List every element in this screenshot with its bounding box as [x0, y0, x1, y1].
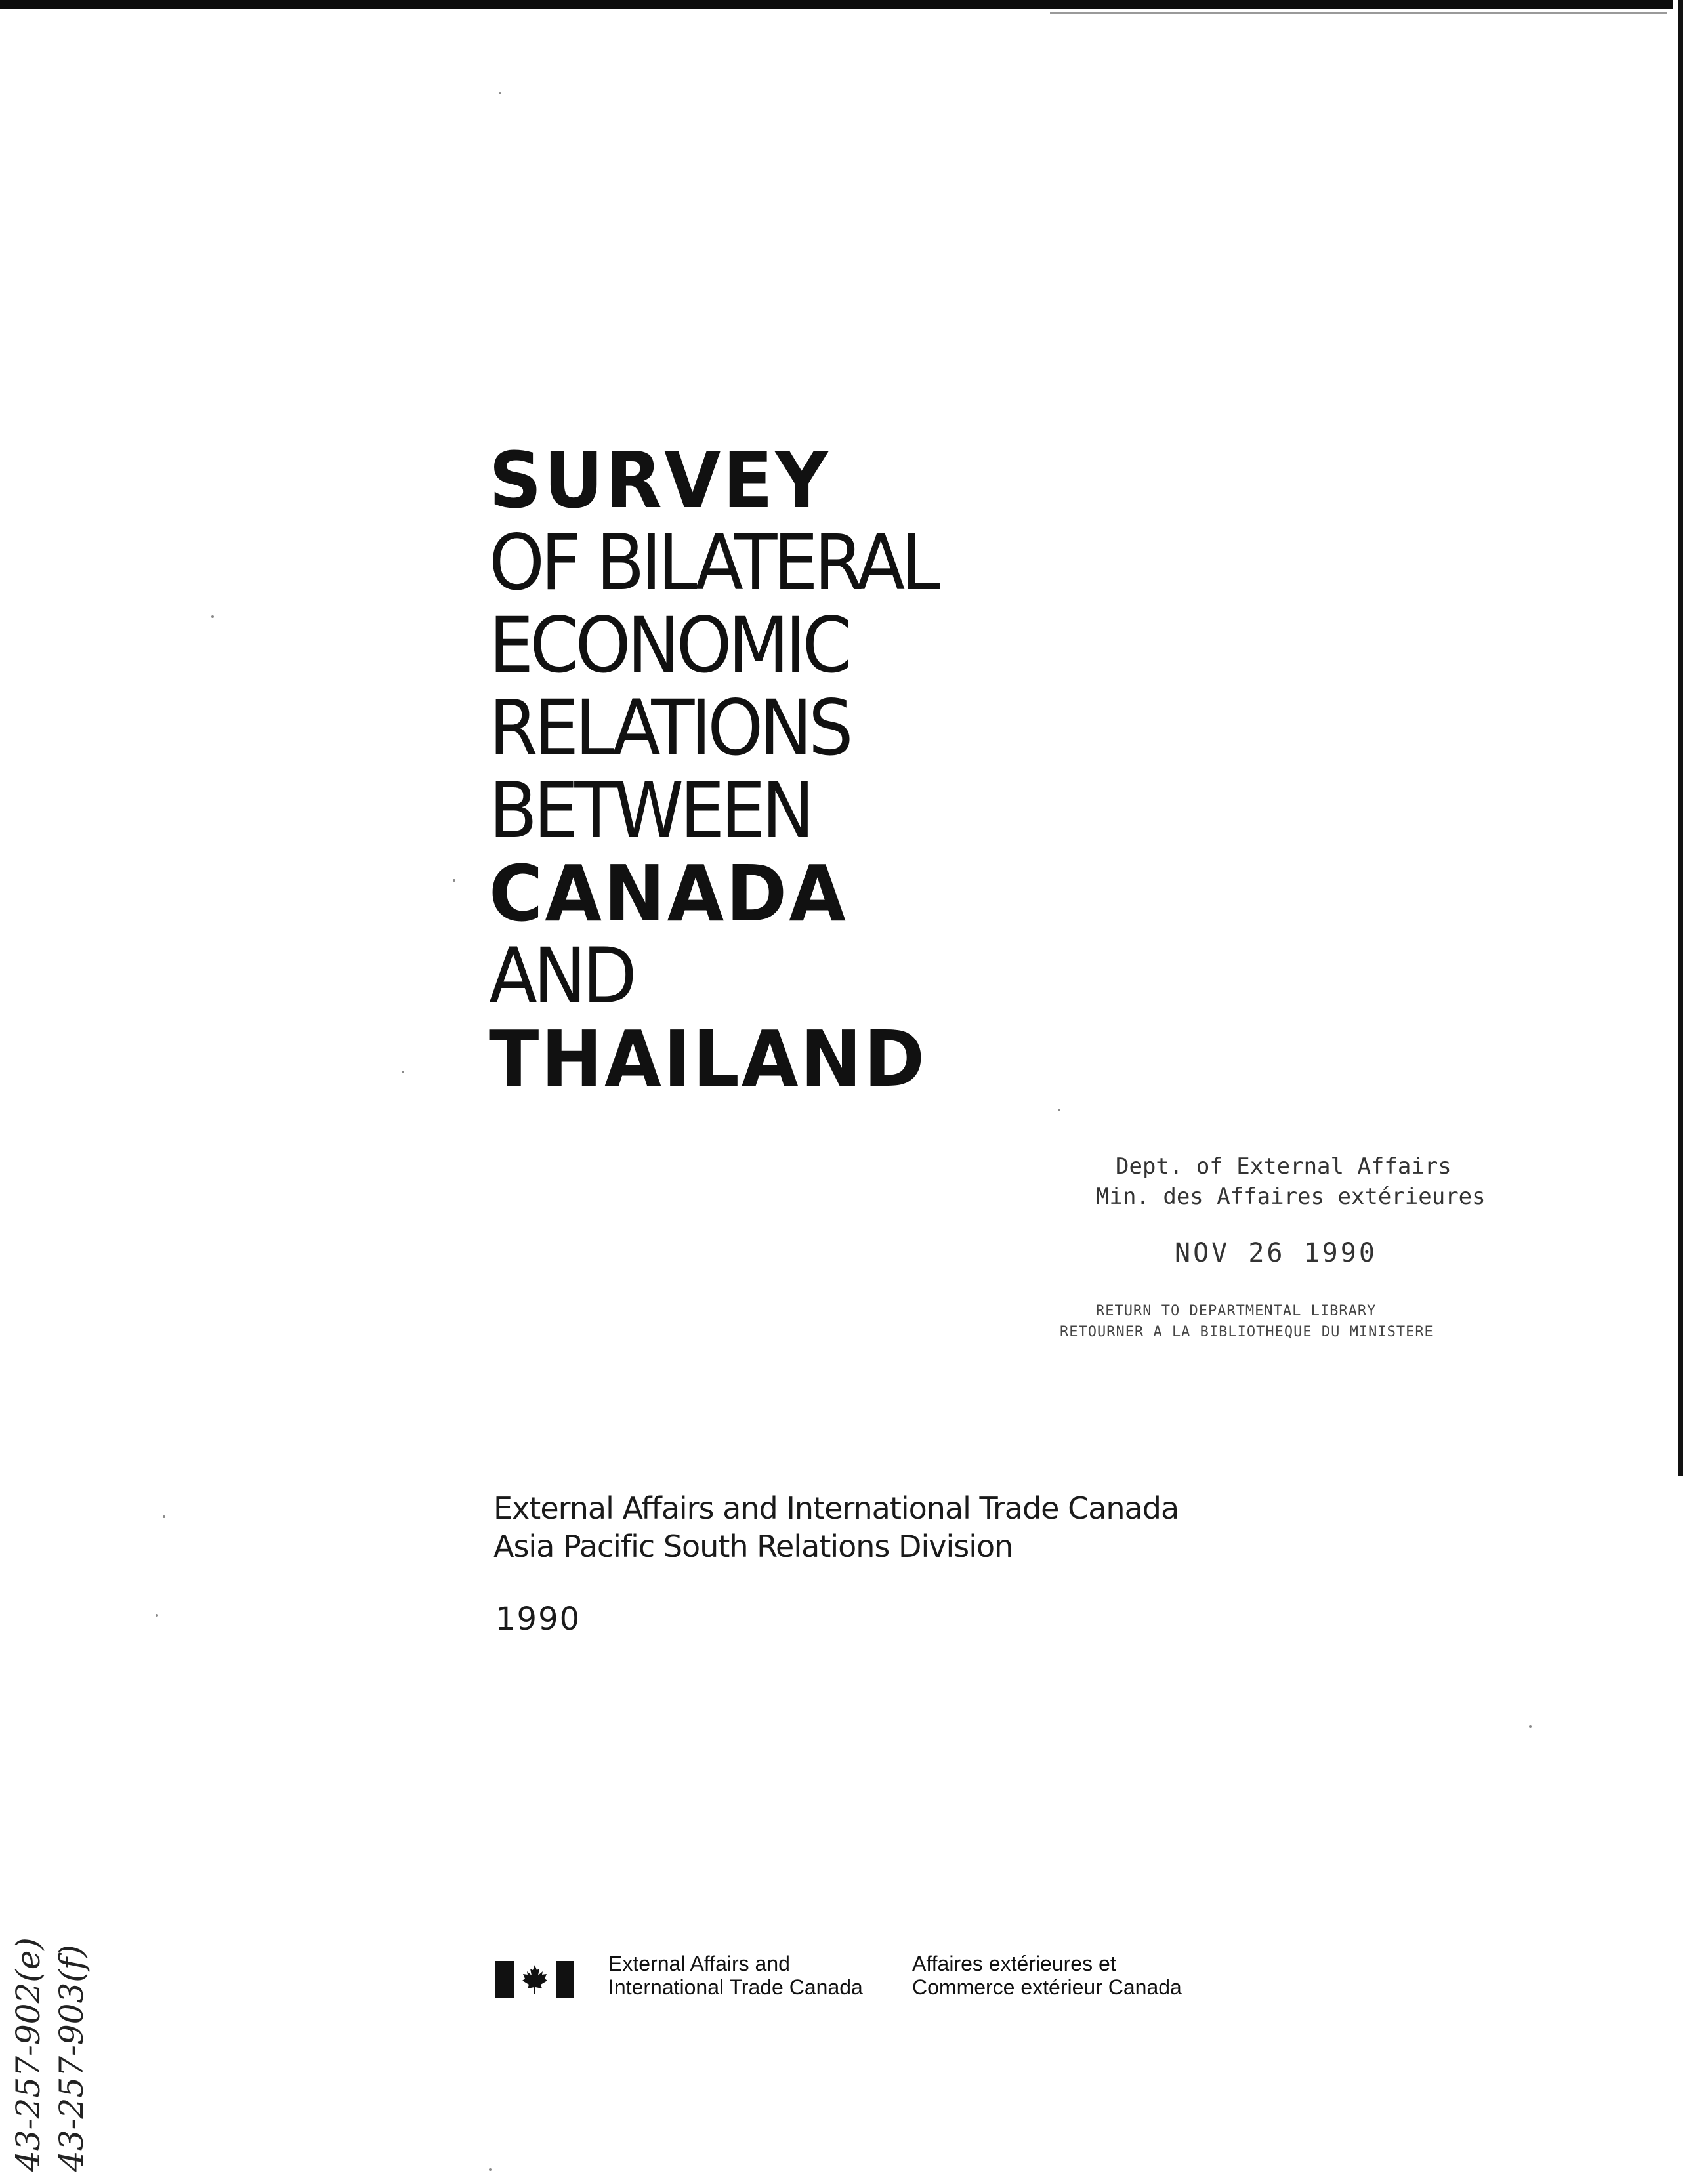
footer-fr-line2: Commerce extérieur Canada: [912, 1975, 1182, 1999]
canada-flag-icon: [495, 1961, 574, 1998]
publisher-division: Asia Pacific South Relations Division: [493, 1529, 1013, 1564]
right-border: [1678, 0, 1683, 1476]
title-line-bilateral: OF BILATERAL: [489, 518, 937, 608]
title-line-canada: CANADA: [489, 849, 848, 939]
stamp-dept-en: Dept. of External Affairs: [1116, 1153, 1452, 1180]
library-stamp: [1050, 1151, 1509, 1343]
title-line-relations: RELATIONS: [489, 684, 850, 773]
scan-speck: [499, 92, 501, 94]
footer-french: [912, 1952, 1182, 1999]
scan-speck: [1529, 1725, 1532, 1728]
footer-en-line1: External Affairs and: [608, 1952, 790, 1975]
title-line-between: BETWEEN: [489, 766, 811, 855]
top-border: [0, 0, 1673, 9]
title-line-economic: ECONOMIC: [489, 601, 848, 690]
title-line-thailand: THAILAND: [489, 1014, 927, 1105]
flag-bar-left: [495, 1961, 514, 1998]
maple-leaf-icon: [522, 1965, 548, 1994]
title-line-survey: SURVEY: [489, 436, 831, 526]
scan-speck: [211, 615, 214, 618]
footer-en-line2: International Trade Canada: [608, 1975, 863, 1999]
publisher-department: External Affairs and International Trade Canada: [493, 1491, 1179, 1526]
handwritten-number-english: 43-257-902(e): [9, 1937, 47, 2172]
flag-bar-right: [556, 1961, 574, 1998]
handwritten-number-french: 43-257-903(f): [52, 1945, 91, 2172]
scan-speck: [1058, 1109, 1060, 1111]
footer-fr-line1: Affaires extérieures et: [912, 1952, 1116, 1975]
footer-english: [608, 1952, 863, 1999]
stamp-return-en: RETURN TO DEPARTMENTAL LIBRARY: [1096, 1303, 1377, 1319]
scan-speck: [489, 2168, 492, 2171]
scan-speck: [402, 1071, 404, 1073]
stamp-return-fr: RETOURNER A LA BIBLIOTHEQUE DU MINISTERE: [1060, 1324, 1434, 1340]
document-title: [489, 436, 1079, 1105]
publication-year: 1990: [495, 1601, 581, 1638]
top-border-thin: [1050, 12, 1667, 14]
title-line-and: AND: [489, 932, 633, 1021]
handwritten-catalog-numbers: [7, 1937, 93, 2172]
scan-speck: [156, 1614, 158, 1617]
scan-speck: [163, 1515, 165, 1518]
stamp-dept-fr: Min. des Affaires extérieures: [1096, 1184, 1486, 1210]
stamp-date: NOV 26 1990: [1175, 1238, 1377, 1268]
scan-speck: [453, 879, 455, 882]
publisher-block: [493, 1489, 1179, 1565]
